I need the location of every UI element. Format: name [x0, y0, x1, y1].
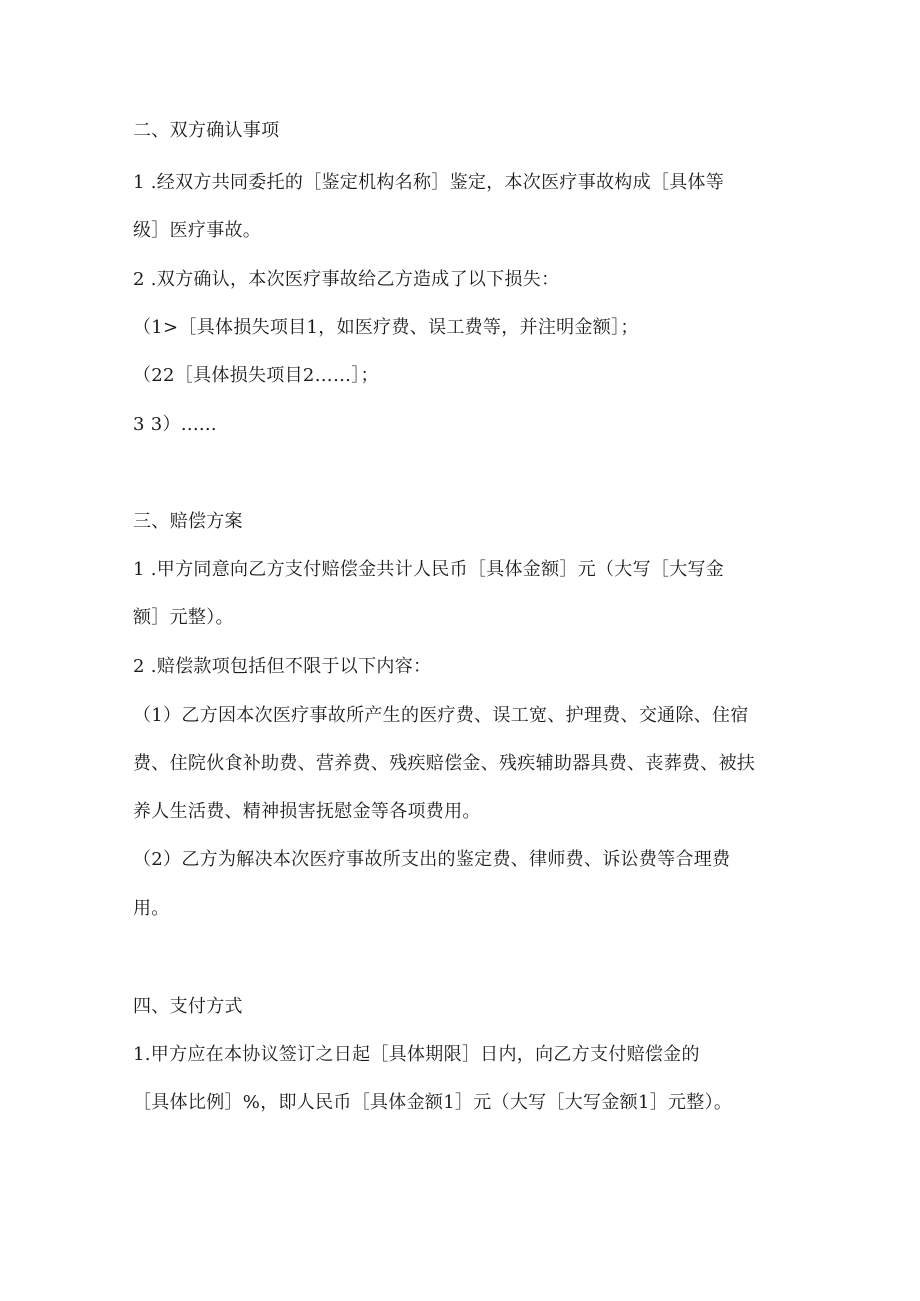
- section-4-item-1-line-2: ［具体比例］%，即人民币［具体金额1］元（大写［大写金额1］元整）。: [133, 1092, 733, 1113]
- section-4-heading: 四、支付方式: [133, 996, 243, 1017]
- section-3-sub-1-line-1: （1）乙方因本次医疗事故所产生的医疗费、误工宽、护理费、交通除、住宿: [133, 705, 749, 726]
- section-2-loss-1: （1>［具体损失项目1，如医疗费、误工费等，并注明金额］；: [133, 317, 639, 338]
- section-3-sub-1-line-3: 养人生活费、精神损害抚慰金等各项费用。: [133, 801, 481, 822]
- section-3-sub-2-line-1: （2）乙方为解决本次医疗事故所支出的鉴定费、律师费、诉讼费等合理费: [133, 849, 731, 870]
- section-3-sub-1-line-2: 费、住院伙食补助费、营养费、残疾赔偿金、残疾辅助器具费、丧葬费、被扶: [133, 753, 756, 774]
- section-2-loss-3: 3 3）......: [133, 414, 217, 435]
- section-3-item-2: 2 .赔偿款项包括但不限于以下内容：: [133, 656, 432, 677]
- section-3-item-1-line-1: 1 .甲方同意向乙方支付赔偿金共计人民币［具体金额］元（大写［大写金: [133, 559, 725, 580]
- section-2-heading: 二、双方确认事项: [133, 120, 280, 141]
- section-2-item-2: 2 .双方确认，本次医疗事故给乙方造成了以下损失：: [133, 269, 560, 290]
- section-2-loss-2: （22［具体损失项目2……］；: [133, 365, 379, 386]
- section-3-heading: 三、赔偿方案: [133, 511, 243, 532]
- section-3-sub-2-line-2: 用。: [133, 898, 170, 919]
- section-3-item-1-line-2: 额］元整）。: [133, 607, 234, 628]
- section-2-item-1-line-1: 1 .经双方共同委托的［鉴定机构名称］鉴定，本次医疗事故构成［具体等: [133, 172, 725, 193]
- section-2-item-1-line-2: 级］医疗事故。: [133, 220, 262, 241]
- section-4-item-1-line-1: 1.甲方应在本协议签订之日起［具体期限］日内，向乙方支付赔偿金的: [133, 1044, 700, 1065]
